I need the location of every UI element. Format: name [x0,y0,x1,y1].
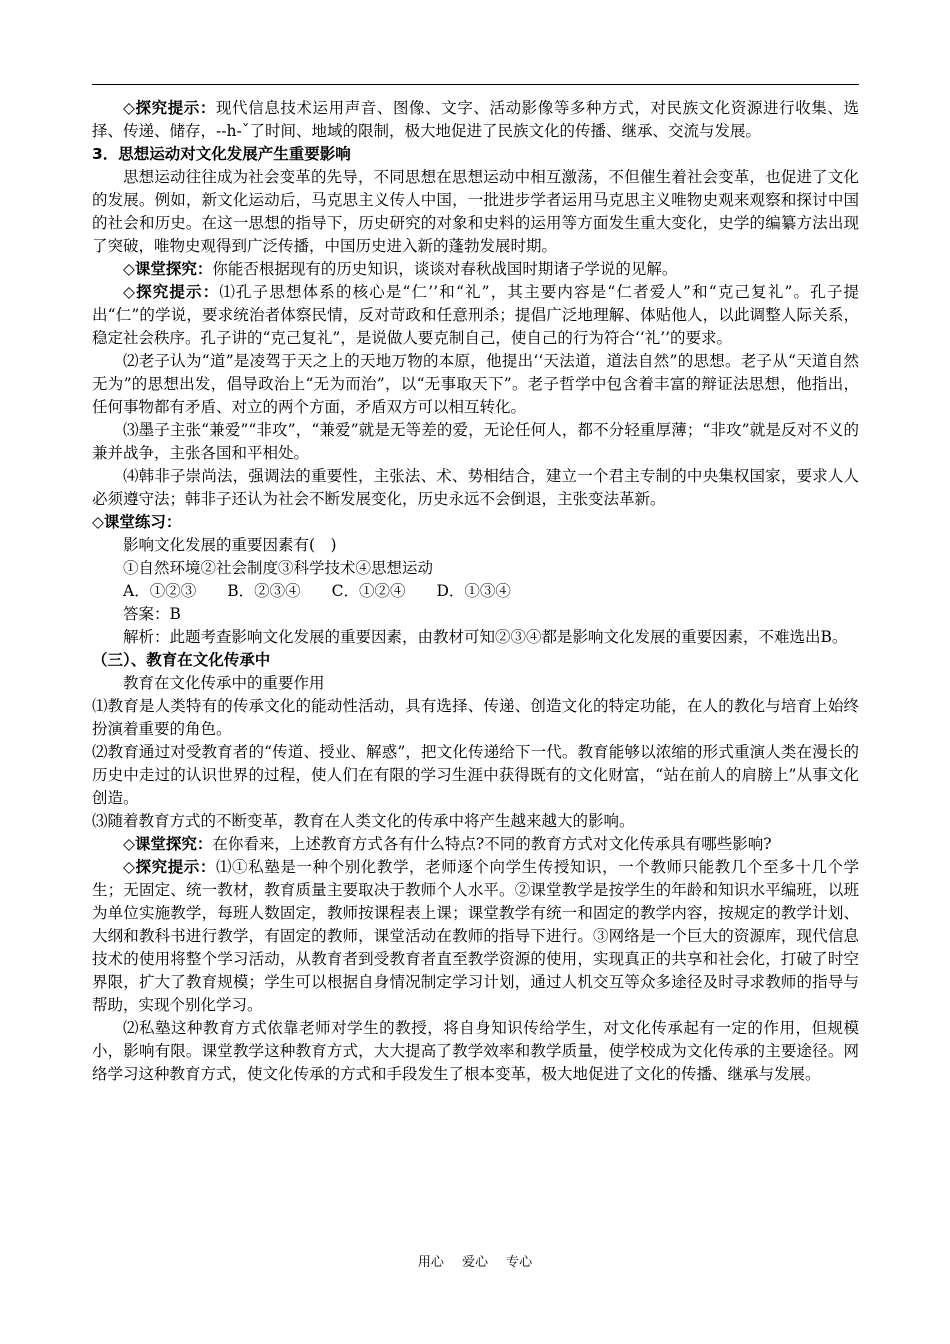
analysis: 解析：此题考查影响文化发展的重要因素，由教材可知②③④都是影响文化发展的重要因素，不难选出B。 [123,628,848,646]
section-heading: 3．思想运动对文化发展产生重要影响 [92,145,351,163]
paragraph [92,833,859,856]
page-footer: 用心 爱心 专心 [417,1255,533,1270]
label-class-explore: ◇课堂探究： [123,835,213,853]
label-explore-hint: ◇探究提示： [123,99,216,117]
paragraph: 教育在文化传承中的重要作用 [123,674,325,692]
paragraph: ⑷韩非子崇尚法，强调法的重要性，主张法、术、势相结合，建立一个君主专制的中央集权国家，要求人人必须遵守法；韩非子还认为社会不断发展变化，历史永远不会倒退，主张变法革新。 [92,467,859,508]
paragraph-text: 你能否根据现有的历史知识，谈谈对春秋战国时期诸子学说的见解。 [212,260,678,278]
paragraph: ⑵老子认为“道”是凌驾于天之上的天地万物的本原，他提出‘‘天法道，道法自然”的思想。老子从“天道自然无为”的思想出发，倡导政治上“无为而治”，以“无事取天下”。老子哲学中包含着丰富的辩证法思想，他指出，任何事物都有矛盾、对立的两个方面，矛盾双方可以相互转化。 [92,352,859,416]
question-options-list: ①自然环境②社会制度③科学技术④思想运动 [123,559,434,577]
paragraph-text: ⑴①私塾是一种个别化教学，老师逐个向学生传授知识，一个教师只能教几个至多十几个学生；无固定、统一教材，教育质量主要取决于教师个人水平。②课堂教学是按学生的年龄和知识水平编班，以班为单位实施教学，每班人数固定，教师按课程表上课；课堂教学有统一和固定的教学内容，按规定的教学计划、大纲和教科书进行教学，有固定的教师，课堂活动在教师的指导下进行。③网络是一个巨大的资源库，现代信息技术的使用将整个学习活动，从教育者到受教育者直至教学资源的使用，实现真正的共享和社会化，打破了时空界限，扩大了教育规模；学生可以根据自身情况制定学习计划，通过人机交互等众多途径及时寻求教师的指导与帮助，实现个别化学习。 [92,858,859,1014]
label-class-explore: ◇课堂探究： [123,260,213,278]
section-heading: （三）、教育在文化传承中 [92,651,271,669]
paragraph: ⑶墨子主张“兼爱”“非攻”，“兼爱”就是无等差的爱，无论任何人，都不分轻重厚薄；“非攻”就是反对不义的兼并战争，主张各国和平相处。 [92,421,859,462]
paragraph [92,856,859,1017]
paragraph [92,258,859,281]
document-body [92,97,859,1086]
question-text: 影响文化发展的重要因素有( ) [123,536,337,554]
header-rule [92,84,859,85]
paragraph: ⑴教育是人类特有的传承文化的能动性活动，具有选择、传递、创造文化的特定功能，在人的教化与培育上始终扮演着重要的角色。 [92,697,859,738]
paragraph-text: 现代信息技术运用声音、图像、文字、活动影像等多种方式，对民族文化资源进行收集、选择、传递、储存，--h-ˇ了时间、地域的限制，极大地促进了民族文化的传播、继承、交流与发展。 [92,99,859,140]
paragraph: ⑵教育通过对受教育者的“传道、授业、解惑”，把文化传递给下一代。教育能够以浓缩的形式重演人类在漫长的历史中走过的认识世界的过程，使人们在有限的学习生涯中获得既有的文化财富，“站在前人的肩膀上”从事文化创造。 [92,743,859,807]
paragraph-text: ⑴孔子思想体系的核心是“仁’’和“礼”，其主要内容是“仁者爱人”和“克己复礼”。孔子提出“仁”的学说，要求统治者体察民情，反对苛政和任意刑杀；提倡广泛地理解、体贴他人，以此调整人际关系，稳定社会秩序。孔子讲的“克己复礼”，是说做人要克制自己，使自己的行为符合‘‘礼’’的要求。 [92,283,860,347]
paragraph: ⑵私塾这种教育方式依靠老师对学生的教授，将自身知识传给学生，对文化传承起有一定的作用，但规模小，影响有限。课堂教学这种教育方式，大大提高了教学效率和教学质量，使学校成为文化传承的主要途径。网络学习这种教育方式，使文化传承的方式和手段发生了根本变革，极大地促进了文化的传播、继承与发展。 [92,1019,859,1083]
answer-choices: A．①②③ B．②③④ C．①②④ D．①③④ [123,582,511,600]
label-explore-hint: ◇探究提示： [123,858,216,876]
paragraph [92,281,859,350]
label-explore-hint: ◇探究提示： [123,283,220,301]
exercise-heading: ◇课堂练习： [92,513,182,531]
paragraph [92,97,859,143]
paragraph-text: 在你看来，上述教育方式各有什么特点?不同的教育方式对文化传承具有哪些影响? [212,835,772,853]
paragraph: ⑶随着教育方式的不断变革，教育在人类文化的传承中将产生越来越大的影响。 [92,812,635,830]
answer: 答案：B [123,605,181,623]
paragraph: 思想运动往往成为社会变革的先导，不同思想在思想运动中相互激荡，不但催生着社会变革，也促进了文化的发展。例如，新文化运动后，马克思主义传人中国，一批进步学者运用马克思主义唯物史观来观察和探讨中国的社会和历史。在这一思想的指导下，历史研究的对象和史料的运用等方面发生重大变化，史学的编纂方法出现了突破，唯物史观得到广泛传播，中国历史进入新的蓬勃发展时期。 [92,168,859,255]
